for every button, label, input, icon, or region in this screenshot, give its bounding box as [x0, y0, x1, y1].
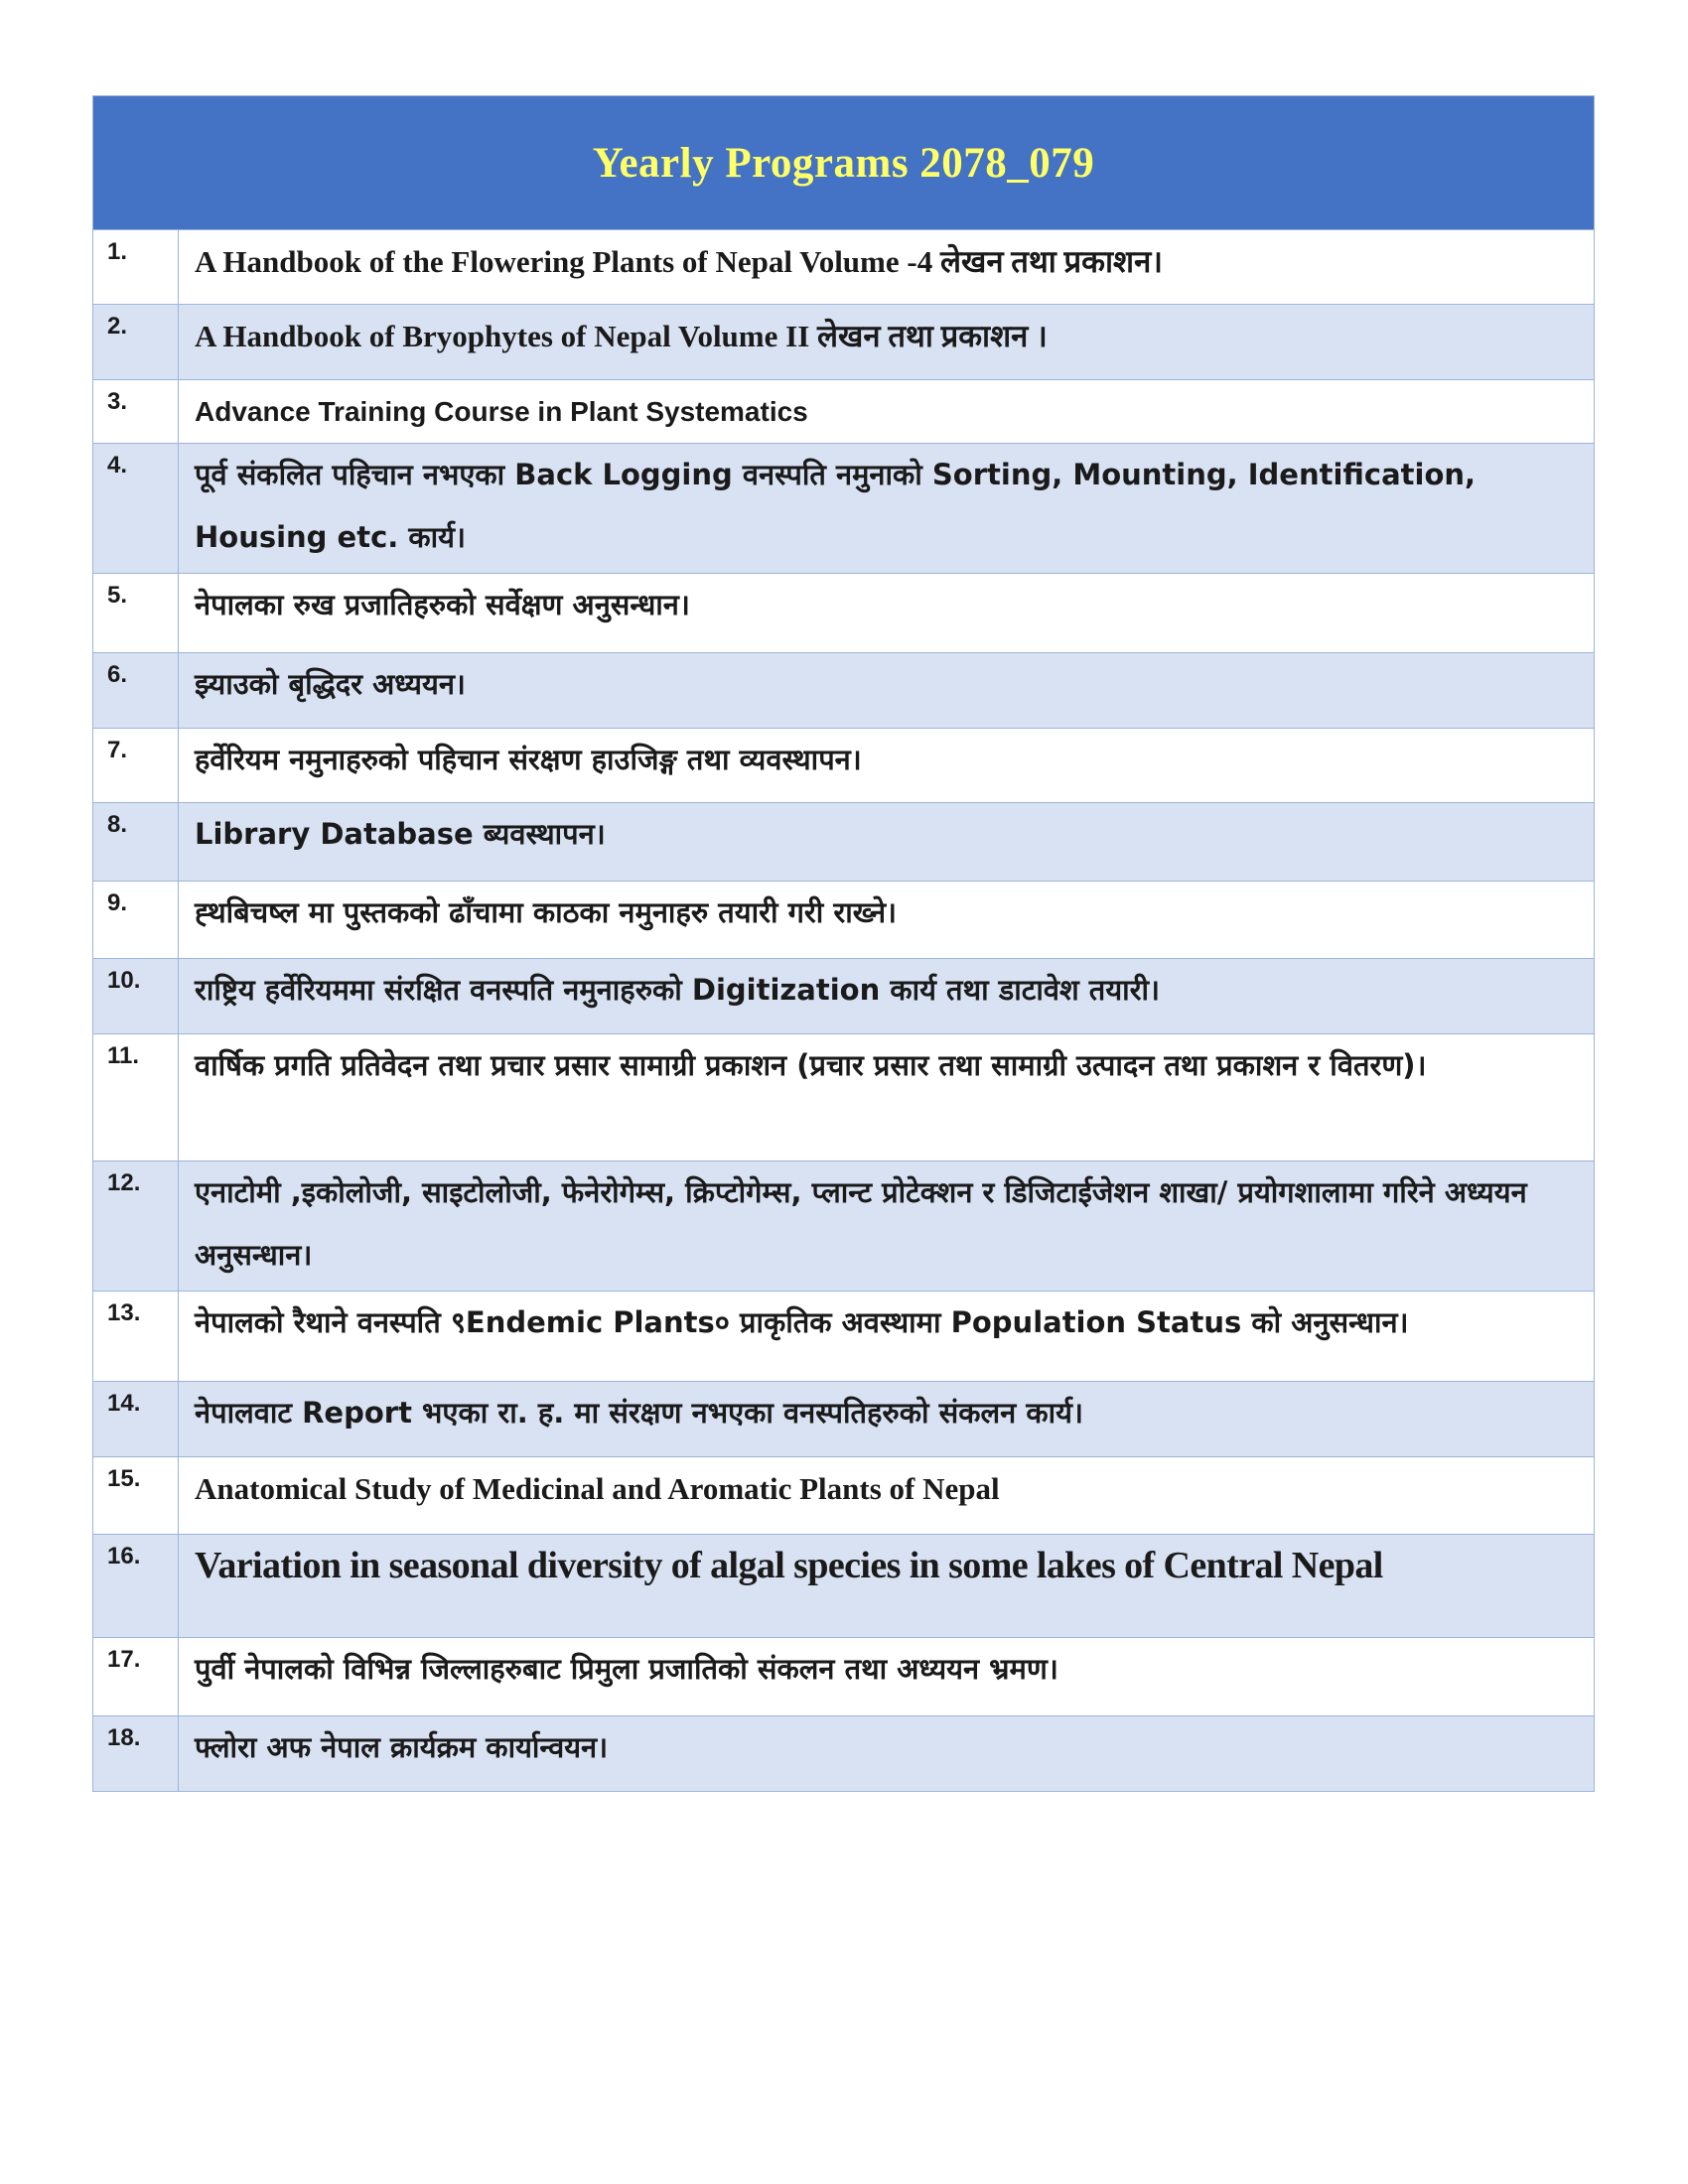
program-text: पूर्व संकलित पहिचान नभएका Back Logging वनस्पति नमुनाको Sorting, Mounting, Identification, Housing etc. कार्य। [179, 444, 1595, 574]
program-text: Library Database ब्यवस्थापन। [179, 803, 1595, 882]
program-number: 2. [93, 305, 179, 380]
program-number: 9. [93, 882, 179, 959]
page-title: Yearly Programs 2078_079 [93, 96, 1595, 230]
table-row [93, 1535, 1595, 1638]
program-number: 6. [93, 653, 179, 729]
program-text: पुर्वी नेपालको विभिन्न जिल्लाहरुबाट प्रिमुला प्रजातिको संकलन तथा अध्ययन भ्रमण। [179, 1638, 1595, 1716]
table-row [93, 1382, 1595, 1457]
programs-table-body [93, 96, 1595, 1792]
program-text: नेपालवाट Report भएका रा. ह. मा संरक्षण नभएका वनस्पतिहरुको संकलन कार्य। [179, 1382, 1595, 1457]
program-number: 14. [93, 1382, 179, 1457]
program-number: 18. [93, 1716, 179, 1792]
program-text: नेपालको रैथाने वनस्पति ९Endemic Plants० प्राकृतिक अवस्थामा Population Status को अनुसन्धान। [179, 1292, 1595, 1382]
program-number: 7. [93, 729, 179, 803]
program-number: 11. [93, 1034, 179, 1161]
program-number: 1. [93, 230, 179, 305]
table-row [93, 1034, 1595, 1161]
program-text: नेपालका रुख प्रजातिहरुको सर्वेक्षण अनुसन्धान। [179, 574, 1595, 653]
table-row [93, 444, 1595, 574]
title-row [93, 96, 1595, 230]
program-number: 17. [93, 1638, 179, 1716]
program-text: A Handbook of the Flowering Plants of Nepal Volume -4 लेखन तथा प्रकाशन। [179, 230, 1595, 305]
table-row [93, 803, 1595, 882]
program-text: झ्याउको बृद्धिदर अध्ययन। [179, 653, 1595, 729]
table-row [93, 305, 1595, 380]
program-number: 15. [93, 1457, 179, 1535]
table-row [93, 230, 1595, 305]
program-text: वार्षिक प्रगति प्रतिवेदन तथा प्रचार प्रसार सामाग्री प्रकाशन (प्रचार प्रसार तथा सामाग्री उत्पादन तथा प्रकाशन र वितरण)। [179, 1034, 1595, 1161]
table-row [93, 380, 1595, 444]
program-text: Anatomical Study of Medicinal and Aromatic Plants of Nepal [179, 1457, 1595, 1535]
program-text: एनाटोमी ,इकोलोजी, साइटोलोजी, फेनेरोगेम्स, क्रिप्टोगेम्स, प्लान्ट प्रोटेक्शन र डिजिटाईजेशन शाखा/ प्रयोगशालामा गरिने अध्ययन अनुसन्धान। [179, 1161, 1595, 1292]
table-row [93, 1161, 1595, 1292]
table-row [93, 1457, 1595, 1535]
program-number: 12. [93, 1161, 179, 1292]
program-text: ह्थबिचष्ल मा पुस्तकको ढाँचामा काठका नमुनाहरु तयारी गरी राख्ने। [179, 882, 1595, 959]
program-number: 16. [93, 1535, 179, 1638]
program-text: हर्वेरियम नमुनाहरुको पहिचान संरक्षण हाउजिङ्ग तथा व्यवस्थापन। [179, 729, 1595, 803]
table-row [93, 1716, 1595, 1792]
program-number: 5. [93, 574, 179, 653]
table-row [93, 653, 1595, 729]
program-text: A Handbook of Bryophytes of Nepal Volume II लेखन तथा प्रकाशन । [179, 305, 1595, 380]
table-row [93, 574, 1595, 653]
program-text: राष्ट्रिय हर्वेरियममा संरक्षित वनस्पति नमुनाहरुको Digitization कार्य तथा डाटावेश तयारी। [179, 959, 1595, 1034]
program-text: Advance Training Course in Plant Systematics [179, 380, 1595, 444]
table-row [93, 882, 1595, 959]
table-row [93, 1638, 1595, 1716]
program-number: 8. [93, 803, 179, 882]
program-number: 13. [93, 1292, 179, 1382]
programs-table [92, 95, 1595, 1792]
table-row [93, 1292, 1595, 1382]
table-row [93, 959, 1595, 1034]
program-number: 10. [93, 959, 179, 1034]
program-text: फ्लोरा अफ नेपाल क्रार्यक्रम कार्यान्वयन। [179, 1716, 1595, 1792]
table-row [93, 729, 1595, 803]
program-text: Variation in seasonal diversity of algal species in some lakes of Central Nepal [179, 1535, 1595, 1638]
program-number: 4. [93, 444, 179, 574]
program-number: 3. [93, 380, 179, 444]
